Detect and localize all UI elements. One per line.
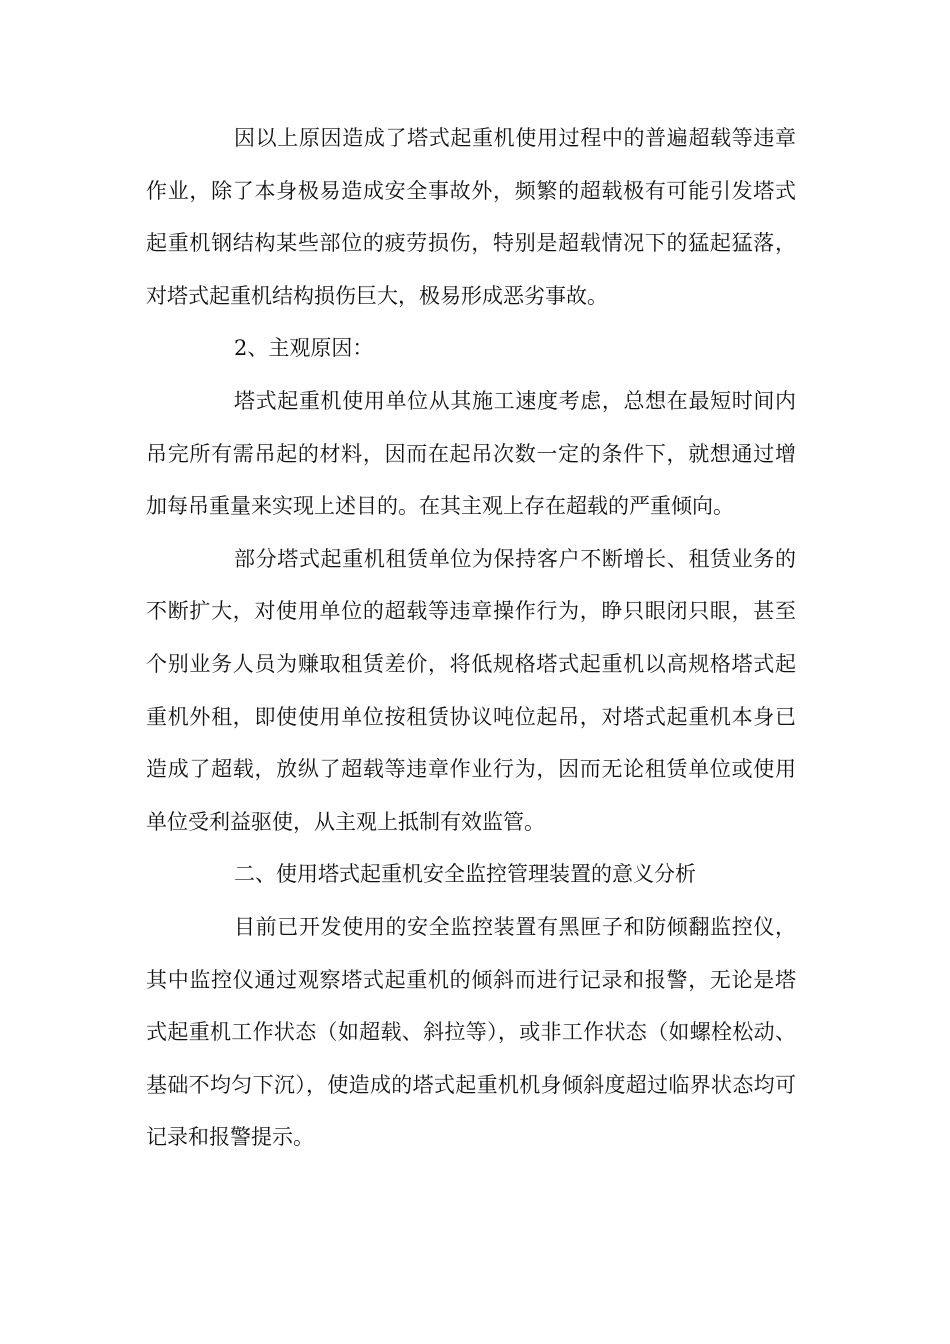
paragraph-leasing-units: 部分塔式起重机租赁单位为保持客户不断增长、租赁业务的不断扩大，对使用单位的超载等违章操作行为，睁只眼闭只眼，甚至个别业务人员为赚取租赁差价，将低规格塔式起重机以高规格塔式起重机外租，即使使用单位按租赁协议吨位起吊，对塔式起重机本身已造成了超载，放纵了超载等违章作业行为，因而无论租赁单位或使用单位受利益驱使，从主观上抵制有效监管。 xyxy=(146,546,796,834)
heading-monitoring-significance: 二、使用塔式起重机安全监控管理装置的意义分析 xyxy=(234,862,696,887)
paragraph-monitoring-devices: 目前已开发使用的安全监控装置有黑匣子和防倾翻监控仪，其中监控仪通过观察塔式起重机的倾斜而进行记录和报警，无论是塔式起重机工作状态（如超载、斜拉等），或非工作状态（如螺栓松动、基础不均匀下沉），使造成的塔式起重机机身倾斜度超过临界状态均可记录和报警提示。 xyxy=(146,914,796,1150)
heading-subjective-causes: 2、主观原因： xyxy=(234,336,374,361)
paragraph-overload-consequences: 因以上原因造成了塔式起重机使用过程中的普遍超载等违章作业，除了本身极易造成安全事故外，频繁的超载极有可能引发塔式起重机钢结构某些部位的疲劳损伤，特别是超载情况下的猛起猛落，对塔式起重机结构损伤巨大，极易形成恶劣事故。 xyxy=(146,126,796,308)
document-body xyxy=(146,112,796,1164)
paragraph-user-units: 塔式起重机使用单位从其施工速度考虑，总想在最短时间内吊完所有需吊起的材料，因而在起吊次数一定的条件下，就想通过增加每吊重量来实现上述目的。在其主观上存在超载的严重倾向。 xyxy=(146,388,796,519)
